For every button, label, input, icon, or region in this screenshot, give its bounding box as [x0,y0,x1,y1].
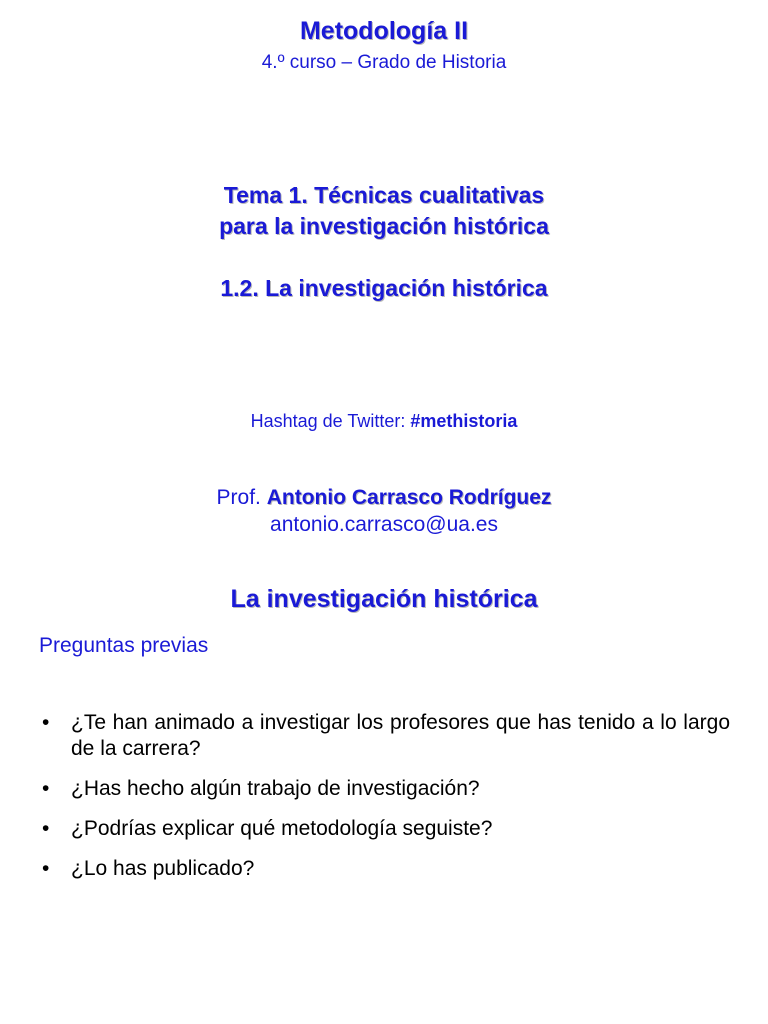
bullet: • [42,777,50,800]
professor-prefix: Prof. [216,486,267,509]
hashtag-value: #methistoria [410,411,518,431]
topic-title-line-2: para la investigación histórica [219,213,549,239]
topic-title-line-1: Tema 1. Técnicas cualitativas [223,182,545,208]
bullet: • [42,857,50,880]
section-title: 1.2. La investigación histórica [220,275,548,301]
list-item [40,856,730,882]
professor-email: antonio.carrasco@ua.es [270,513,498,536]
twitter-hashtag-line [0,410,768,432]
bullet: • [42,711,50,734]
course-title: Metodología II [299,17,469,45]
list-item [40,710,730,762]
list-item [40,776,730,802]
list-item [40,816,730,842]
professor-line [0,485,768,511]
slide-subheading: Preguntas previas [39,634,209,657]
question-text: ¿Podrías explicar qué metodología seguiste? [71,817,493,840]
question-list [40,710,730,896]
question-text: ¿Lo has publicado? [71,857,255,880]
course-subtitle: 4.º curso – Grado de Historia [261,52,507,73]
slide-title: La investigación histórica [230,585,538,613]
professor-name: Antonio Carrasco Rodríguez [266,486,552,509]
question-text: ¿Te han animado a investigar los profesores que has tenido a lo largo de la carrera? [71,711,730,760]
question-text: ¿Has hecho algún trabajo de investigación? [71,777,480,800]
hashtag-label: Hashtag de Twitter: [250,411,411,431]
bullet: • [42,817,50,840]
